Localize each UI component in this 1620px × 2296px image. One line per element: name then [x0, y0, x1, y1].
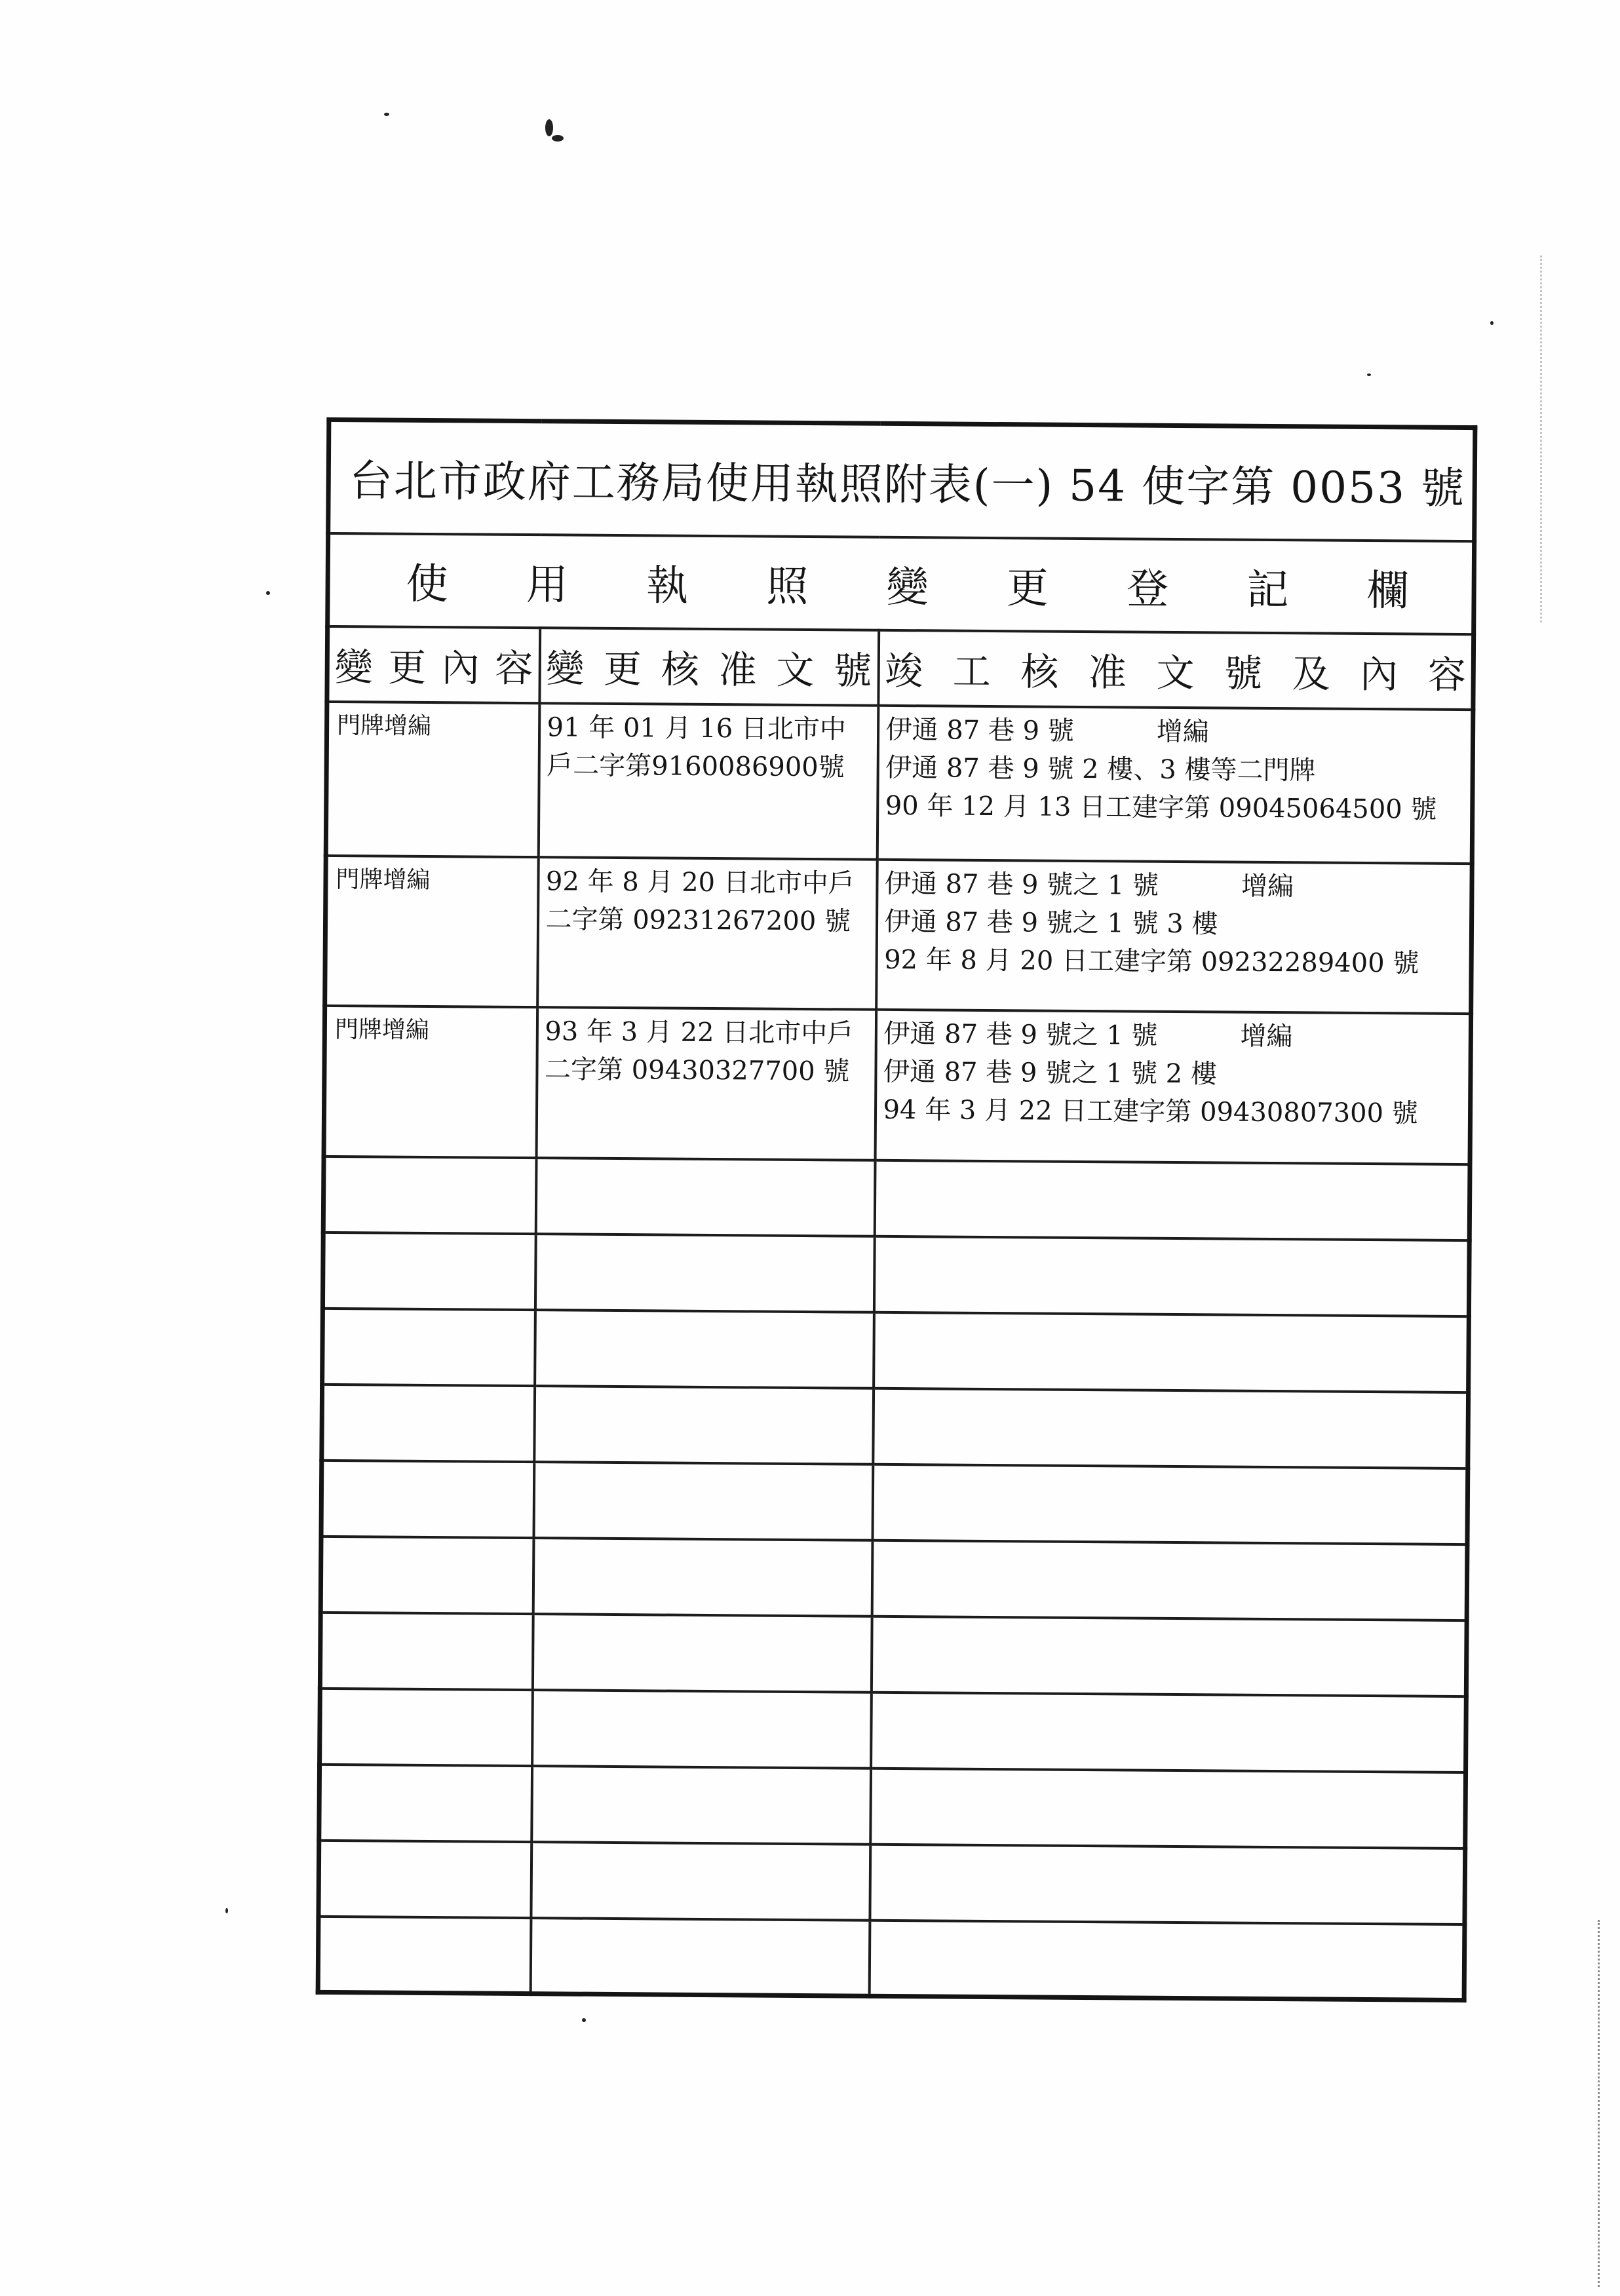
- empty-cell: [320, 1536, 533, 1613]
- empty-cell: [533, 1462, 873, 1540]
- empty-row: [320, 1688, 1467, 1772]
- completion-detail: 伊通 87 巷 9 號之 1 號 2 樓: [883, 1056, 1218, 1089]
- empty-cell: [870, 1844, 1465, 1924]
- scan-speck: [552, 135, 564, 142]
- empty-cell: [532, 1690, 872, 1769]
- change-content-cell: [326, 701, 539, 856]
- scan-speck: [545, 119, 553, 136]
- column-header-row: [327, 626, 1474, 709]
- completion-cell: [877, 705, 1473, 863]
- completion-detail: 伊通 87 巷 9 號 2 樓、3 樓等二門牌: [885, 752, 1316, 786]
- empty-cell: [530, 1918, 870, 1997]
- section-heading-cell: [328, 533, 1475, 634]
- completion-action: 增編: [1240, 1021, 1293, 1052]
- column-header-completion: [878, 630, 1474, 709]
- empty-row: [320, 1536, 1467, 1620]
- completion-approval-no: 94 年 3 月 22 日工建字第 09430807300 號: [883, 1094, 1418, 1129]
- empty-row: [320, 1612, 1467, 1696]
- empty-cell: [871, 1692, 1467, 1772]
- scan-speck: [384, 113, 389, 116]
- section-heading-row: [328, 533, 1475, 634]
- empty-cell: [533, 1538, 872, 1617]
- empty-row: [323, 1156, 1470, 1240]
- change-approval-line: 二字第 09430327700 號: [544, 1054, 850, 1086]
- completion-cell: [876, 859, 1473, 1013]
- change-approval-line: 戶二字第9160086900號: [547, 750, 845, 782]
- change-content: 門牌增編: [334, 1016, 430, 1044]
- scan-speck: [1367, 373, 1371, 376]
- empty-cell: [322, 1232, 535, 1309]
- empty-cell: [532, 1614, 872, 1693]
- scan-edge-artifact: [1540, 256, 1542, 622]
- completion-address: 伊通 87 巷 9 號之 1 號: [884, 868, 1159, 901]
- empty-row: [318, 1916, 1465, 2000]
- column-header-change-content: [327, 626, 540, 702]
- completion-address: 伊通 87 巷 9 號之 1 號: [883, 1018, 1158, 1051]
- empty-cell: [869, 1920, 1465, 2000]
- change-content-cell: [324, 1005, 537, 1157]
- empty-row: [319, 1764, 1466, 1848]
- column-header-change-approval: [539, 628, 879, 706]
- completion-action: 增編: [1241, 871, 1294, 902]
- empty-cell: [531, 1766, 871, 1845]
- completion-approval-no: 90 年 12 月 13 日工建字第 09045064500 號: [885, 790, 1437, 825]
- change-content: 門牌增編: [336, 866, 431, 894]
- change-approval-cell: [536, 1007, 876, 1160]
- document-title: 台北市政府工務局使用執照附表(一) 54 使字第 0053 號: [328, 419, 1475, 541]
- empty-row: [321, 1460, 1468, 1544]
- change-approval-line: 91 年 01 月 16 日北市中: [547, 712, 847, 744]
- empty-cell: [874, 1312, 1469, 1392]
- change-approval-cell: [537, 857, 878, 1010]
- completion-address: 伊通 87 巷 9 號: [885, 714, 1074, 746]
- completion-approval-no: 92 年 8 月 20 日工建字第 09232289400 號: [884, 944, 1419, 979]
- table-row: [325, 855, 1473, 1013]
- column-header-label: 竣 工 核 准 文 號 及 內 容: [885, 648, 1466, 698]
- completion-cell: [875, 1009, 1471, 1164]
- change-approval-cell: [538, 703, 878, 860]
- change-approval-line: 93 年 3 月 22 日北市中戶: [545, 1016, 854, 1049]
- empty-cell: [534, 1386, 874, 1464]
- empty-cell: [320, 1612, 533, 1689]
- empty-cell: [871, 1616, 1467, 1696]
- completion-address-line: [885, 864, 1465, 906]
- empty-cell: [872, 1540, 1467, 1620]
- empty-cell: [323, 1156, 536, 1233]
- empty-cell: [322, 1384, 535, 1461]
- change-content: 門牌增編: [336, 712, 432, 740]
- empty-cell: [870, 1768, 1466, 1848]
- change-approval-line: 92 年 8 月 20 日北市中戶: [545, 866, 855, 899]
- empty-row: [322, 1308, 1469, 1392]
- column-header-label: 變 更 內 容: [334, 644, 533, 691]
- empty-row: [318, 1840, 1465, 1924]
- empty-cell: [318, 1840, 531, 1917]
- empty-cell: [531, 1842, 870, 1921]
- empty-cell: [318, 1916, 531, 1993]
- scan-speck: [225, 1908, 228, 1913]
- empty-cell: [319, 1764, 532, 1841]
- table-row: [324, 1005, 1471, 1164]
- scan-edge-artifact: [1598, 1920, 1600, 2287]
- scan-speck: [266, 591, 270, 595]
- completion-address-line: [883, 1014, 1463, 1056]
- empty-row: [322, 1232, 1469, 1316]
- change-content-cell: [325, 855, 539, 1006]
- column-header-label: 變 更 核 准 文 號: [546, 646, 872, 693]
- empty-cell: [320, 1688, 533, 1765]
- change-register-table: [316, 417, 1478, 2002]
- empty-cell: [321, 1460, 534, 1537]
- completion-address-line: [885, 710, 1465, 752]
- empty-cell: [535, 1234, 874, 1312]
- scan-speck: [582, 2018, 586, 2022]
- empty-row: [322, 1384, 1469, 1468]
- empty-cell: [535, 1310, 874, 1388]
- empty-cell: [873, 1388, 1469, 1468]
- completion-action: 增編: [1156, 716, 1209, 747]
- completion-detail: 伊通 87 巷 9 號之 1 號 3 樓: [884, 906, 1218, 939]
- section-heading: 使 用 執 照 變 更 登 記 欄: [406, 560, 1409, 615]
- empty-cell: [874, 1160, 1470, 1240]
- empty-cell: [872, 1464, 1468, 1544]
- empty-cell: [535, 1158, 875, 1236]
- table-row: [326, 701, 1473, 863]
- scan-speck: [1490, 321, 1494, 325]
- change-approval-line: 二字第 09231267200 號: [545, 904, 851, 936]
- empty-cell: [874, 1236, 1469, 1316]
- empty-cell: [322, 1308, 535, 1385]
- title-row: [328, 419, 1475, 541]
